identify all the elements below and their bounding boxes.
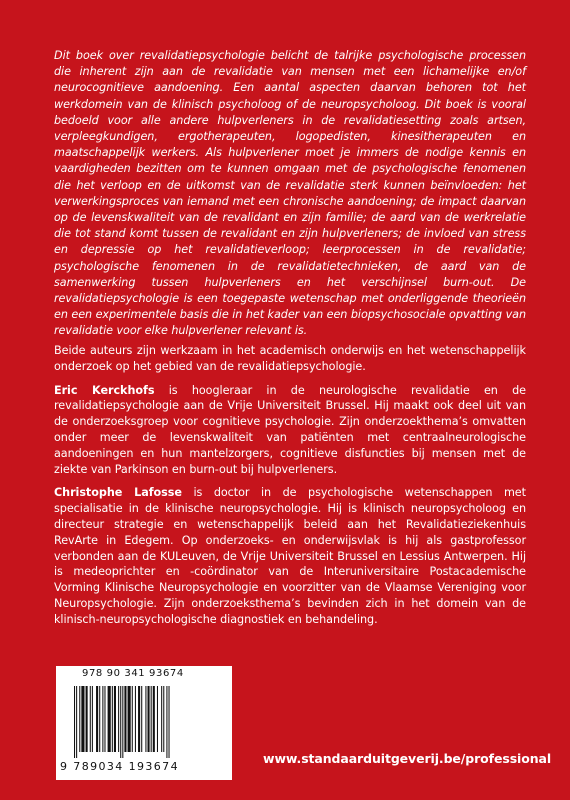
author-bio-lafosse [54,485,526,627]
barcode-icon [74,686,224,758]
intro-paragraph: Dit boek over revalidatiepsychologie belicht de talrijke psychologische processen die inherent zijn aan de revalidatie van mensen met een lichamelijke en/of neurocognitieve aandoening. Een aantal aspecten daarvan behoren tot het werkdomein van de klinisch psycholoog of de neuropsycholoog. Dit boek is vooral bedoeld voor alle andere hulpverleners in de revalidatiesetting zoals artsen, verpleegkundigen, ergotherapeuten, logopedisten, kinesitherapeuten en maatschappelijk werkers. Als hulpverlener moet je immers de nodige kennis en vaardigheden bezitten om te kunnen omgaan met de psychologische fenomenen die het verloop en de uitkomst van de revalidatie sterk kunnen beïnvloeden: het verwerkingsproces van iemand met een chronische aandoening; de impact daarvan op de levenskwaliteit van de revalidant en zijn familie; de aard van de werkrelatie die tot stand komt tussen de revalidant en zijn hulpverleners; de invloed van stress en depressie op het revalidatieverloop; leerprocessen in de revalidatie; psychologische fenomenen in de revalidatietechnieken, de aard van de samenwerking tussen hulpverleners en het verschijnsel burn-out. De revalidatiepsychologie is een toegepaste wetenschap met onderliggende theorieën en een experimentele basis die in het kader van een biopsychosociale opvatting van revalidatie voor elke hulpverlener relevant is. [54,49,526,338]
authors-intro: Beide auteurs zijn werkzaam in het academisch onderwijs en het wetenschappelijk onderzoek op het gebied van de revalidatiepsychologie. [54,344,526,373]
isbn-number: 978 90 341 93674 [82,668,184,679]
author-bio-kerckhofs [54,383,526,478]
barcode-digits: 9 789034 193674 [60,760,179,773]
author-text-lafosse: is doctor in de psychologische wetenschappen met specialisatie in de klinische neuropsychologie. Hij is klinisch neuropsycholoog en directeur strategie en wetenschappelijk beleid aan het Revalidatieziekenhuis RevArte in Edegem. Op onderzoeks- en onderwijsvlak is hij als gastprofessor verbonden aan de KULeuven, de Vrije Universiteit Brussel en Lessius Antwerpen. Hij is medeoprichter en -coördinator van de Interuniversitaire Postacademische Vorming Klinische Neuropsychologie en voorzitter van de Vlaamse Vereniging voor Neuropsychologie. Zijn onderzoeksthema’s bevinden zich in het domein van de klinisch-neuropsychologische diagnostiek en behandeling. [54,486,526,626]
author-name-lafosse: Christophe Lafosse [54,486,182,500]
publisher-website: www.standaarduitgeverij.be/professional [263,751,552,766]
author-text-kerckhofs: is hoogleraar in de neurologische revalidatie en de revalidatiepsychologie aan de Vrije Universiteit Brussel. Hij maakt ook deel uit van de onderzoeksgroep voor cognitieve psychologie. Zijn onderzoekthema’s omvatten onder meer de levenskwaliteit van patiënten met centraalneurologische aandoeningen en hun mantelzorgers, cognitieve disfuncties bij mensen met de ziekte van Parkinson en burn-out bij hulpverleners. [54,383,526,476]
authors-section [54,343,526,636]
author-name-kerckhofs: Eric Kerckhofs [54,383,155,397]
